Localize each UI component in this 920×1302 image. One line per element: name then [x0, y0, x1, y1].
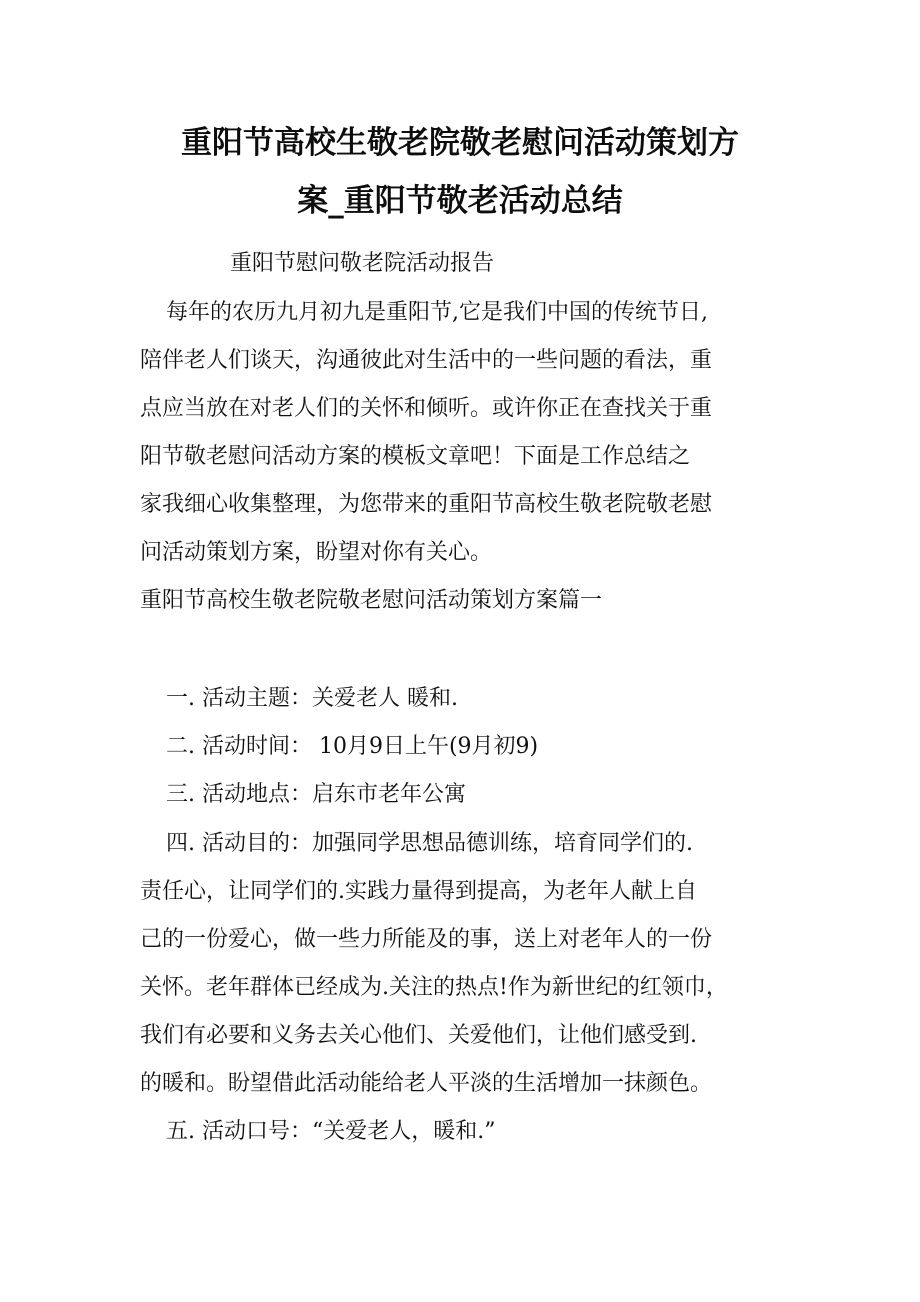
purpose-line-1: 四. 活动目的：加强同学思想品德训练，培育同学们的. — [166, 831, 693, 856]
intro-line-5: 家我细心收集整理，为您带来的重阳节高校生敬老院敬老慰 — [140, 492, 713, 517]
intro-line-6: 问活动策划方案，盼望对你有关心。 — [140, 540, 493, 565]
intro-line-2: 陪伴老人们谈天，沟通彼此对生活中的一些问题的看法，重 — [140, 348, 713, 373]
section-heading: 重阳节高校生敬老院敬老慰问活动策划方案篇一 — [140, 588, 603, 613]
intro-line-3: 点应当放在对老人们的关怀和倾听。或许你正在查找关于重 — [140, 396, 713, 421]
item-time: 二. 活动时间： 10月9日上午(9月初9) — [166, 734, 539, 759]
item-theme: 一. 活动主题：关爱老人 暖和. — [166, 686, 458, 711]
report-heading: 重阳节慰问敬老院活动报告 — [230, 251, 495, 276]
purpose-line-3: 己的一份爱心，做一些力所能及的事，送上对老年人的一份 — [140, 927, 713, 952]
purpose-line-2: 责任心，让同学们的.实践力量得到提高，为老年人献上自 — [140, 879, 697, 904]
purpose-line-6: 的暖和。盼望借此活动能给老人平淡的生活增加一抹颜色。 — [140, 1071, 713, 1096]
intro-line-1: 每年的农历九月初九是重阳节,它是我们中国的传统节日, — [166, 300, 708, 325]
document-title-line-2: 案_重阳节敬老活动总结 — [297, 183, 623, 219]
item-slogan: 五. 活动口号：“关爱老人，暖和.” — [166, 1119, 496, 1144]
document-title-line-1: 重阳节高校生敬老院敬老慰问活动策划方 — [181, 125, 739, 161]
item-place: 三. 活动地点：启东市老年公寓 — [166, 782, 466, 807]
purpose-line-5: 我们有必要和义务去关心他们、关爱他们，让他们感受到. — [140, 1023, 697, 1048]
intro-line-4: 阳节敬老慰问活动方案的模板文章吧！下面是工作总结之 — [140, 444, 691, 469]
purpose-line-4: 关怀。老年群体已经成为.关注的热点!作为新世纪的红领巾， — [140, 975, 728, 1000]
